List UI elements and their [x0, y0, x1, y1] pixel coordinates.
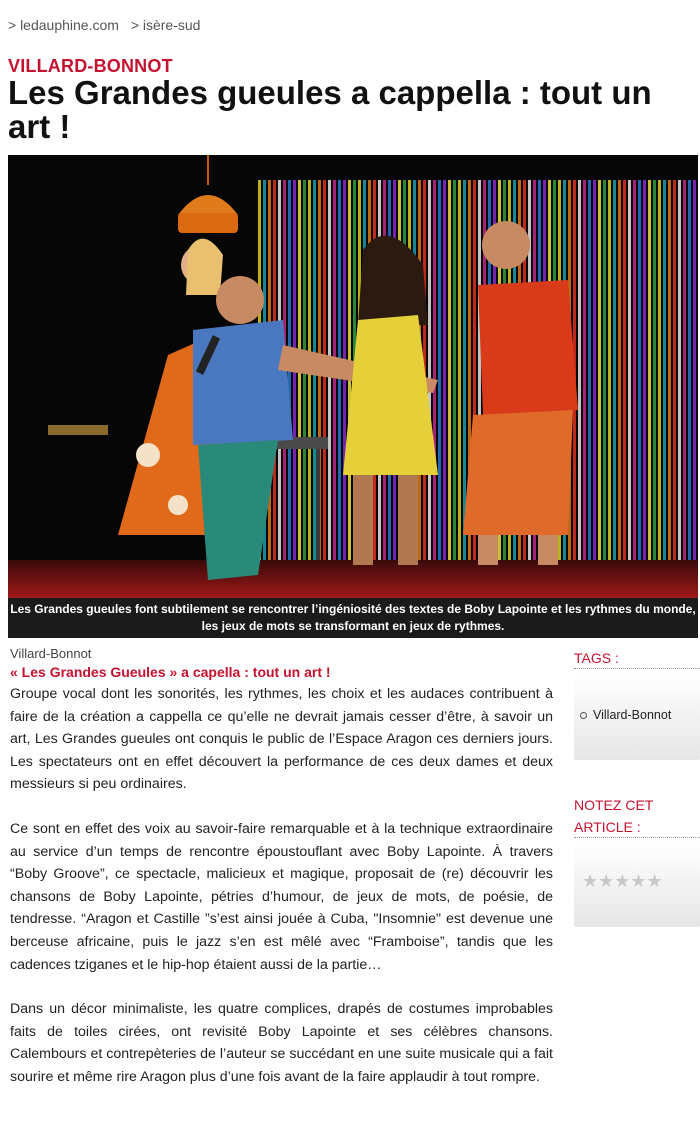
article-subhead: « Les Grandes Gueules » a capella : tout un art !: [10, 664, 331, 680]
tag-label: Villard-Bonnot: [593, 708, 672, 722]
article-kicker: VILLARD-BONNOT: [8, 56, 173, 76]
rating-heading-line1: NOTEZ CET: [574, 797, 654, 813]
article-location: Villard-Bonnot: [10, 646, 92, 661]
article-photo: [8, 155, 698, 598]
tags-box: [574, 672, 700, 760]
tags-divider: [574, 668, 700, 669]
rating-heading: [574, 794, 653, 838]
article-paragraph: Dans un décor minimaliste, les quatre complices, drapés de costumes improbables faits de toiles cirées, ont revisité Boby Lapointe et ses célèbres chansons. Calembours et contrepèteries de l’auteur se succédant en une suite musicale qui a fait sourire et même rire Aragon plus d’une fois avant de la faire applaudir à tout rompre.: [10, 1001, 553, 1085]
rating-heading-line2: ARTICLE :: [574, 819, 641, 835]
rating-divider: [574, 837, 700, 838]
tag-item[interactable]: [580, 708, 671, 722]
page-title: Les Grandes gueules a cappella : tout un art !: [8, 74, 652, 145]
photo-caption: Les Grandes gueules font subtilement se rencontrer l’ingéniosité des textes de Boby Lapointe et les rythmes du monde, les jeux de mots se transformant en jeux de rythmes.: [8, 598, 698, 638]
breadcrumb: [8, 17, 208, 33]
article-paragraph: Ce sont en effet des voix au savoir-faire remarquable et à la technique extraordinaire au service d’un temps de rencontre époustouflant avec Boby Lapointe. À travers “Boby Groove”, ce spectacle, malicieux et magique, proposait de (re) découvrir les chansons de Boby Lapointe, pétries d’humour, de jeux de mots, de poésie, de tendresse. “Aragon et Castille ”s’est ainsi jouée à Cuba, "Insomnie" est devenue une berceuse africaine, puis le jazz s’en est mêlé avec “Framboise”, tandis que les cadences tziganes et le hip-hop étaient aussi de la partie…: [10, 820, 553, 973]
breadcrumb-site-link[interactable]: > ledauphine.com: [8, 17, 119, 33]
breadcrumb-section-link[interactable]: > isère-sud: [130, 17, 201, 33]
article-body: [10, 683, 553, 1111]
rating-box: [574, 841, 700, 927]
article-paragraph: Groupe vocal dont les sonorités, les rythmes, les choix et les audaces contribuent à faire de la création a cappella ce qu’elle ne devrait jamais cesser d’être, à savoir un art, Les Grandes gueules ont conquis le public de l’Espace Aragon ces derniers jours. Les spectateurs ont en effet découvert la performance de ces deux dames et deux messieurs si peu ordinaires.: [10, 686, 553, 793]
circle-bullet-icon: [580, 712, 587, 719]
tags-heading: TAGS :: [574, 650, 619, 666]
star-rating-icon[interactable]: ★★★★★: [582, 871, 663, 891]
stage-photo-illustration: [8, 155, 698, 598]
